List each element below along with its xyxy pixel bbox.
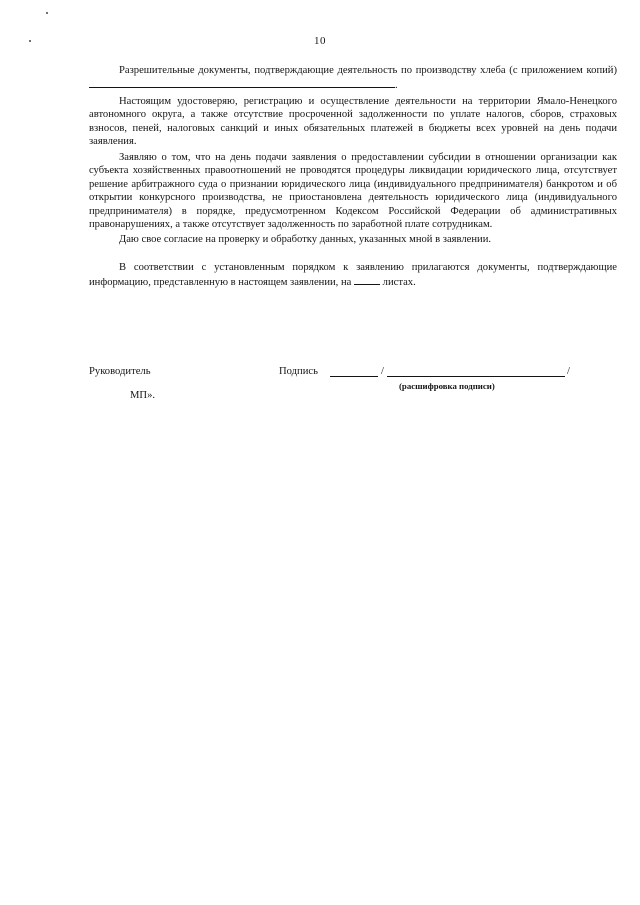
signature-block	[89, 366, 617, 396]
paragraph-permits-end: .	[395, 80, 398, 92]
paragraph-permits-text: Разрешительные документы, подтверждающие деятельность по производству хлеба (с приложением копий)	[119, 65, 617, 76]
signature-slash-right: /	[567, 366, 570, 377]
paragraph-declare: Заявляю о том, что на день подачи заявления о предоставлении субсидии в отношении организации как субъекта хозяйственных правоотношений не проводятся процедуры ликвидации юридического лица, отсутствует решение арбитражного суда о признании юридического лица (индивидуального предпринимателя) банкротом и об открытии конкурсного производства, не приостановлена деятельность юридического лица (индивидуального предпринимателя) в порядке, предусмотренном Кодексом Российской Федерации об административных правонарушениях, а также отсутствует задолженность по заработной плате сотрудникам.	[89, 151, 617, 230]
permits-fill-line	[89, 77, 395, 88]
paragraph-attachments-end: листах.	[382, 277, 416, 289]
paragraph-attachments-text: В соответствии с установленным порядком к заявлению прилагаются документы, подтверждающие информацию, представленную в настоящем заявлении, на	[89, 261, 617, 289]
page-number: 10	[314, 35, 326, 47]
signer-title: Руководитель	[89, 366, 151, 377]
paragraph-consent: Даю свое согласие на проверку и обработку данных, указанных мной в заявлении.	[119, 234, 492, 246]
sheet-count-blank	[354, 274, 380, 285]
paragraph-attachments	[89, 261, 617, 290]
signature-decoding-line	[387, 376, 565, 377]
signature-slash-left: /	[381, 366, 384, 377]
paragraph-certify: Настоящим удостоверяю, регистрацию и осуществление деятельности на территории Ямало-Ненецкого автономного округа, а также отсутствие просроченной задолженности по уплате налогов, сборов, страховых взносов, пеней, налоговых санкций и иных обязательных платежей в бюджеты всех уровней на день подачи заявления.	[89, 95, 617, 148]
signature-line	[330, 376, 378, 377]
paragraph-permits	[89, 64, 617, 93]
scan-speck	[46, 12, 48, 14]
signature-decoding-note: (расшифровка подписи)	[399, 381, 495, 391]
stamp-place: МП».	[130, 390, 156, 401]
document-body	[89, 64, 617, 292]
signature-label: Подпись	[279, 366, 318, 377]
